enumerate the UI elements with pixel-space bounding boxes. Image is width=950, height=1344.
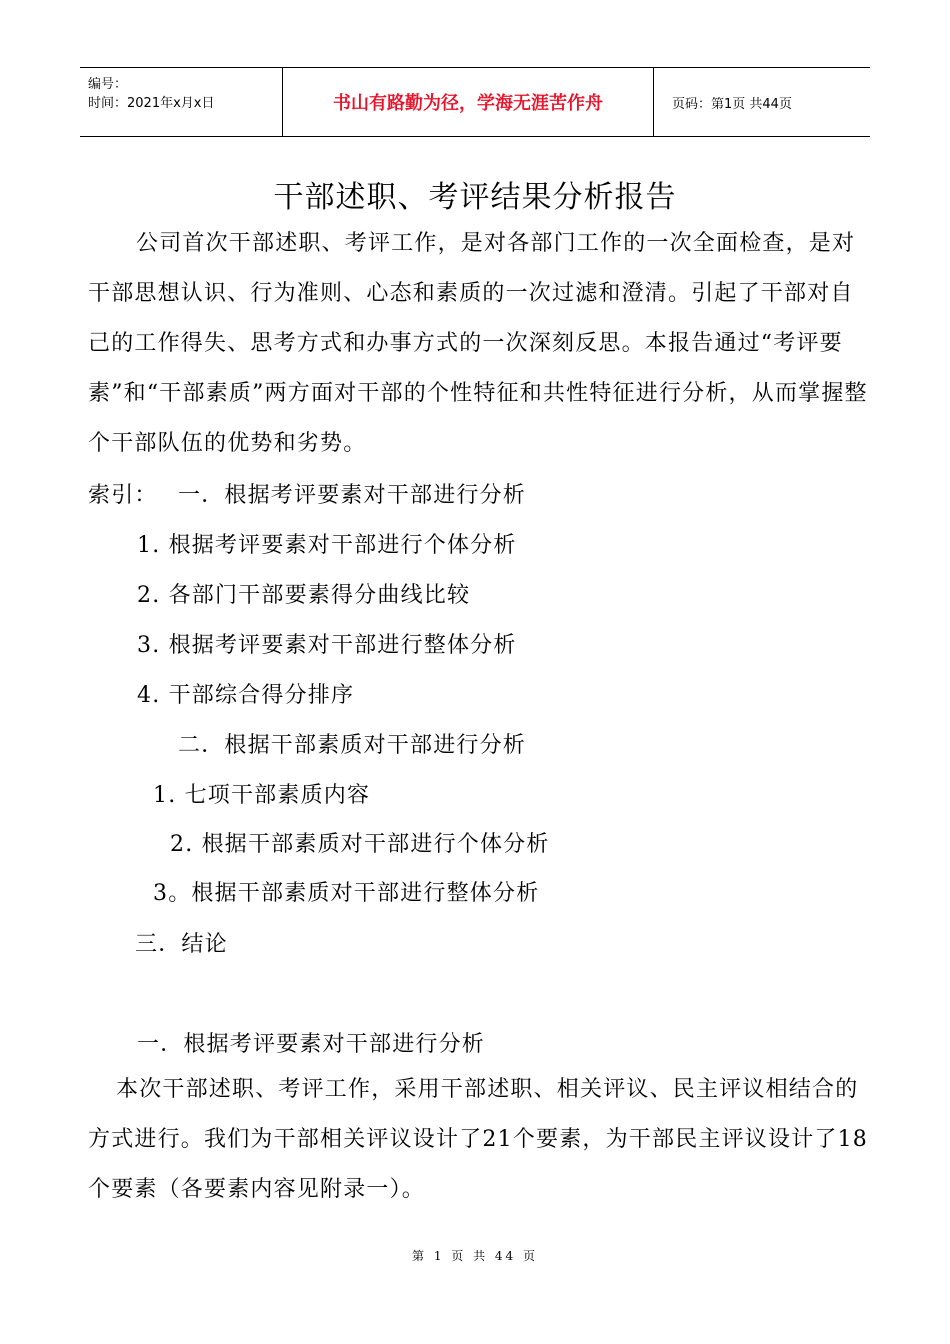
header-page-info [664,68,870,136]
time-label: 时间：2021年x月x日 [88,96,215,111]
number-label: 编号： [88,77,128,92]
intro-paragraph: 公司首次干部述职、考评工作，是对各部门工作的一次全面检查，是对干部思想认识、行为准则、心态和素质的一次过滤和澄清。引起了干部对自己的工作得失、思考方式和办事方式的一次深刻反思。本报告通过“考评要素”和“干部素质”两方面对干部的个性特征和共性特征进行分析，从而掌握整个干部队伍的优势和劣势。 [88,231,868,456]
page-info-text: 页码：第1页 共44页 [672,96,792,112]
header-meta-cell [80,68,283,136]
index-item-5: 4. 干部综合得分排序 [137,683,355,708]
document-header [80,67,870,137]
index-item-2: 1. 根据考评要素对干部进行个体分析 [137,533,517,558]
index-item-4: 3. 根据考评要素对干部进行整体分析 [137,633,517,658]
document-title: 干部述职、考评结果分析报告 [273,180,677,215]
section-heading: 一．根据考评要素对干部进行分析 [137,1032,486,1057]
index-item-6: 二．根据干部素质对干部进行分析 [178,733,527,758]
index-item-10: 三．结论 [135,932,228,957]
section-body-paragraph: 本次干部述职、考评工作，采用干部述职、相关评议、民主评议相结合的方式进行。我们为干部相关评议设计了21个要素，为干部民主评议设计了18个要素（各要素内容见附录一）。 [88,1077,868,1202]
index-label: 索引： [88,483,158,508]
index-item-3: 2. 各部门干部要素得分曲线比较 [137,583,471,608]
index-item-1: 一．根据考评要素对干部进行分析 [178,483,527,508]
page-footer: 第 1 页 共 44 页 [412,1249,538,1263]
index-item-9: 3。根据干部素质对干部进行整体分析 [153,881,540,906]
index-item-8: 2. 根据干部素质对干部进行个体分析 [170,832,550,857]
index-item-7: 1. 七项干部素质内容 [153,783,371,808]
header-motto: 书山有路勤为径，学海无涯苦作舟 [283,68,654,136]
